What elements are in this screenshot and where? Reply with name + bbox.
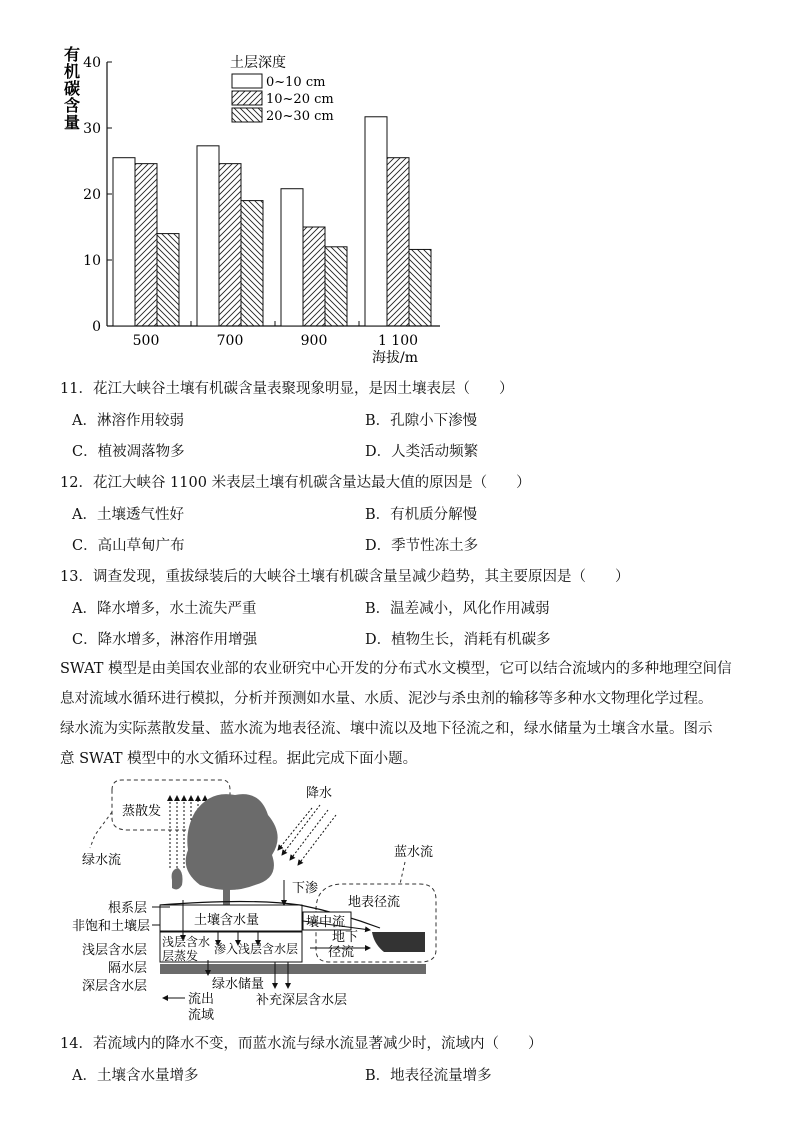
infiltration-label: 下渗 — [292, 881, 319, 896]
bar-500-s0 — [113, 158, 135, 326]
x-tick-label: 900 — [300, 333, 328, 349]
shallow-aquifer-label: 浅层含水层 — [82, 943, 148, 958]
bar-1100-s1 — [387, 158, 409, 326]
green-storage-label: 绿水储量 — [212, 977, 265, 992]
option-a[interactable]: A．土壤含水量增多 — [72, 1068, 199, 1084]
y-axis-label — [64, 45, 80, 132]
y-tick-label: 20 — [83, 187, 101, 203]
legend-swatch — [232, 74, 262, 88]
option-d[interactable]: D．植物生长，消耗有机碳多 — [365, 632, 551, 648]
bar-1100-s0 — [365, 117, 387, 326]
bars-group — [113, 117, 431, 326]
legend-title: 土层深度 — [230, 55, 286, 71]
option-a[interactable]: A．土壤透气性好 — [72, 507, 184, 523]
option-c[interactable]: C．植被凋落物多 — [72, 444, 185, 460]
soil-carbon-bar-chart — [0, 0, 794, 370]
seep-shallow-label: 渗入浅层含水层 — [214, 942, 299, 956]
bar-900-s2 — [325, 247, 347, 326]
legend-swatch — [232, 108, 262, 122]
legend-entry-label: 20~30 cm — [266, 109, 334, 124]
legend-entry-label: 0~10 cm — [266, 75, 326, 90]
legend-entry-label: 10~20 cm — [266, 92, 334, 107]
bar-900-s0 — [281, 189, 303, 326]
y-tick-label: 40 — [83, 55, 101, 71]
green-flow-connector — [90, 812, 112, 848]
blue-flow-connector — [400, 862, 405, 884]
outflow-label-1: 流出 — [188, 992, 215, 1007]
tree-illustration — [172, 794, 278, 905]
deep-aquifer-label: 深层含水层 — [82, 979, 148, 994]
surface-runoff-label: 地表径流 — [348, 895, 401, 910]
evap-label: 蒸散发 — [122, 804, 162, 819]
blue-flow-label: 蓝水流 — [394, 845, 434, 860]
question-stem: 11．花江大峡谷土壤有机碳含量表聚现象明显，是因土壤表层（ ） — [60, 381, 514, 397]
groundwater-runoff-label-2: 径流 — [328, 945, 355, 960]
recharge-deep-label: 补充深层含水层 — [256, 993, 348, 1008]
swat-hydrology-diagram — [0, 770, 794, 1030]
passage-line: 意 SWAT 模型中的水文循环过程。据此完成下面小题。 — [60, 751, 418, 767]
interflow-label: 壤中流 — [306, 915, 346, 930]
layer-leader-lines — [152, 907, 170, 925]
bar-1100-s2 — [409, 249, 431, 326]
y-tick-label: 30 — [83, 121, 101, 137]
legend-swatch — [232, 91, 262, 105]
option-b[interactable]: B．温差减小，风化作用减弱 — [365, 601, 550, 617]
option-c[interactable]: C．高山草甸广布 — [72, 538, 185, 554]
aquitard-bar — [160, 964, 426, 974]
x-tick-label: 700 — [216, 333, 244, 349]
bar-700-s0 — [197, 146, 219, 326]
bar-700-s1 — [219, 164, 241, 326]
bar-900-s1 — [303, 227, 325, 326]
option-a[interactable]: A．淋溶作用较弱 — [72, 413, 184, 429]
option-d[interactable]: D．人类活动频繁 — [365, 444, 479, 460]
precip-label: 降水 — [306, 786, 333, 801]
unsat-layer-label: 非饱和土壤层 — [72, 919, 151, 934]
passage-line: SWAT 模型是由美国农业部的农业研究中心开发的分布式水文模型，它可以结合流域内的多种地理空间信 — [60, 661, 732, 677]
x-tick-label: 1 100 — [377, 333, 419, 349]
precipitation-arrows — [278, 805, 336, 865]
groundwater-runoff-label-1: 地下 — [332, 930, 359, 945]
option-d[interactable]: D．季节性冻土多 — [365, 538, 479, 554]
shallow-evap-label-1: 浅层含水 — [162, 935, 211, 949]
x-axis-label: 海拔/m — [372, 350, 418, 366]
passage-line: 绿水流为实际蒸散发量、蓝水流为地表径流、壤中流以及地下径流之和，绿水储量为土壤含水量。图示 — [60, 721, 713, 737]
root-layer-label: 根系层 — [108, 901, 148, 916]
y-tick-label: 0 — [92, 319, 101, 335]
shallow-evap-label-2: 层蒸发 — [162, 949, 199, 963]
passage-line: 息对流域水循环进行模拟，分析并预测如水量、水质、泥沙与杀虫剂的输移等多种水文物理化学过程。 — [60, 691, 713, 707]
y-axis-ticks — [83, 55, 112, 335]
y-axis-label-text: 有机碳含量 — [63, 45, 81, 132]
question-stem: 14．若流域内的降水不变，而蓝水流与绿水流显著减少时，流域内（ ） — [60, 1036, 543, 1052]
bar-500-s2 — [157, 234, 179, 326]
outflow-label-2: 流域 — [188, 1008, 215, 1023]
bar-700-s2 — [241, 201, 263, 326]
option-c[interactable]: C．降水增多，淋溶作用增强 — [72, 632, 258, 648]
question-stem: 12．花江大峡谷 1100 米表层土壤有机碳含量达最大值的原因是（ ） — [60, 475, 531, 491]
bar-500-s1 — [135, 164, 157, 326]
x-tick-label: 500 — [132, 333, 160, 349]
soil-water-label: 土壤含水量 — [194, 913, 260, 928]
aquitard-label: 隔水层 — [108, 961, 148, 976]
green-flow-label: 绿水流 — [82, 853, 122, 868]
river-channel — [372, 932, 425, 952]
y-tick-label: 10 — [83, 253, 101, 269]
option-a[interactable]: A．降水增多，水土流失严重 — [72, 601, 257, 617]
option-b[interactable]: B．有机质分解慢 — [365, 507, 478, 523]
option-b[interactable]: B．地表径流量增多 — [365, 1068, 492, 1084]
swat-passage — [60, 654, 750, 774]
option-b[interactable]: B．孔隙小下渗慢 — [365, 413, 478, 429]
legend — [230, 54, 334, 124]
question-stem: 13．调查发现，重拔绿装后的大峡谷土壤有机碳含量呈减少趋势，其主要原因是（ ） — [60, 569, 630, 585]
